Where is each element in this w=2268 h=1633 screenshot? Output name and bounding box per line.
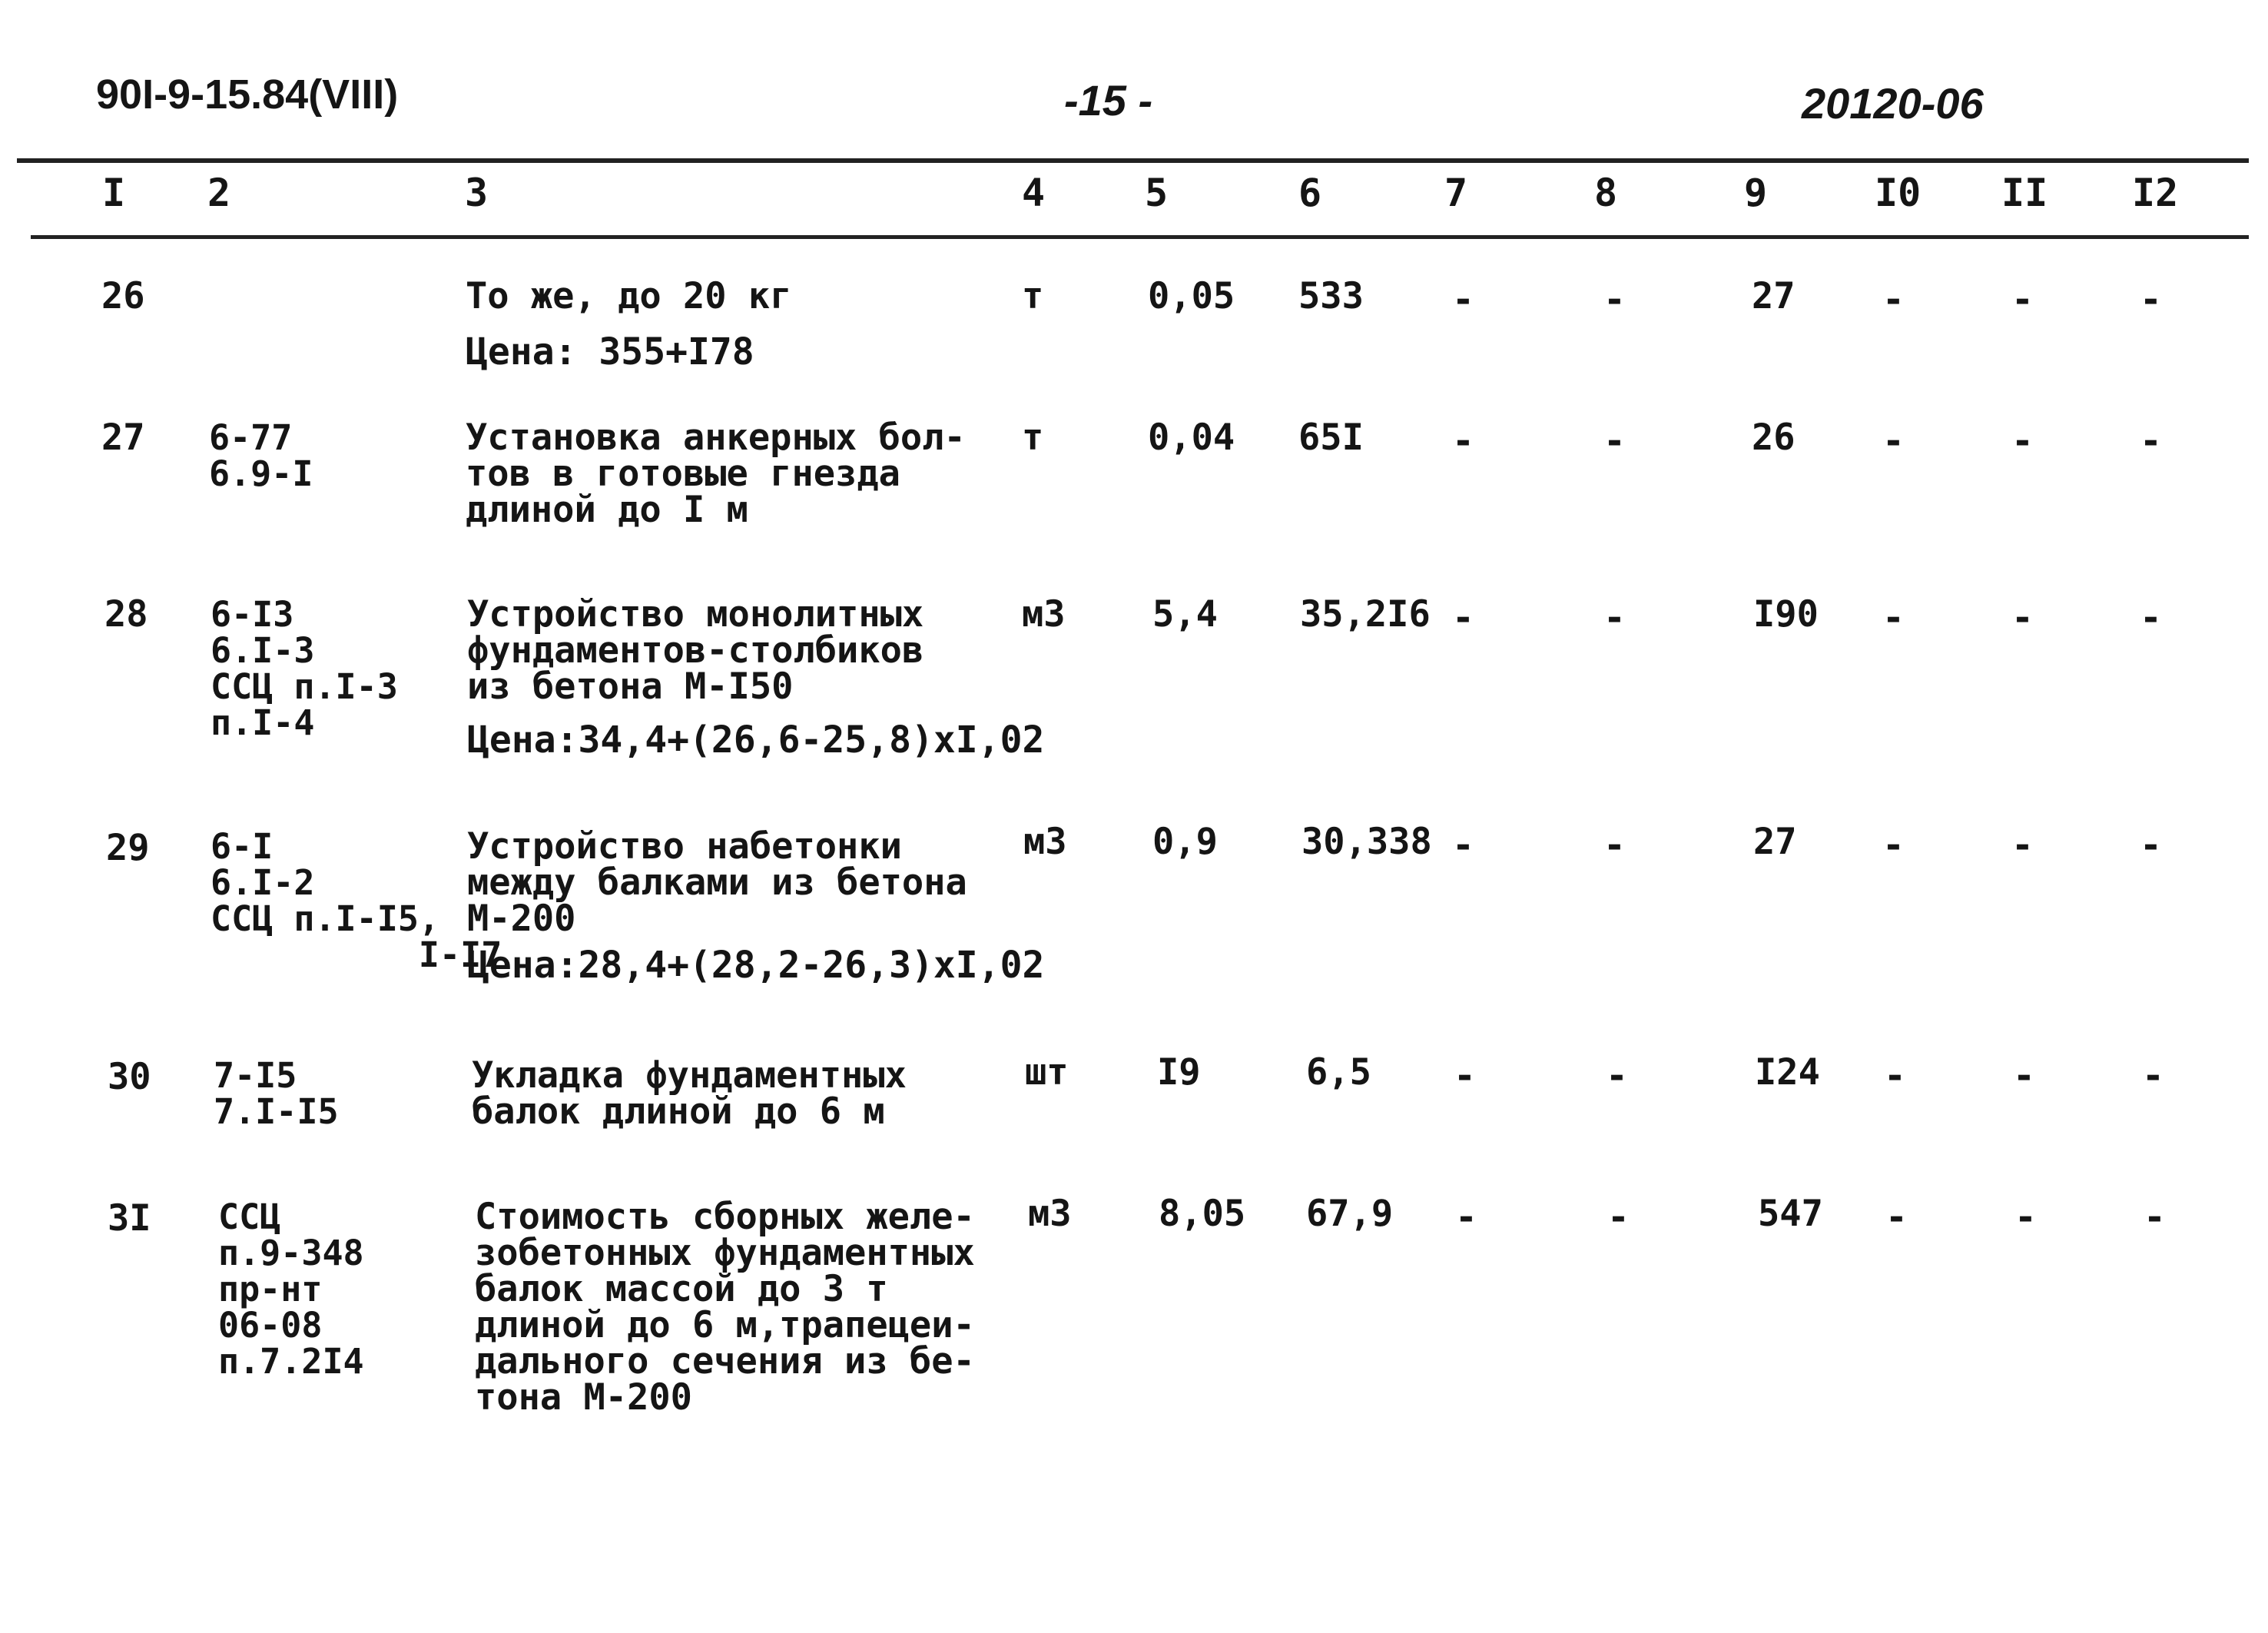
cell-8: - bbox=[1603, 420, 1626, 463]
work-description: Устройство набетонки между балками из бетона М-200 bbox=[467, 825, 967, 940]
work-description: Установка анкерных бол- тов в готовые гнезда длиной до I м bbox=[466, 417, 966, 531]
cell-7: - bbox=[1452, 420, 1474, 463]
unit: м3 bbox=[1023, 821, 1067, 863]
cell-12: - bbox=[2140, 278, 2162, 321]
work-description: Стоимость сборных желе- зобетонных фундаментных балок массой до 3 т длиной до 6 м,трапецеи- дального сечения из бе- тона М-200 bbox=[475, 1196, 975, 1419]
total-cost: 26 bbox=[1752, 417, 1796, 459]
price-formula: Цена:34,4+(26,6-25,8)хI,02 bbox=[467, 719, 1045, 762]
quantity: 0,05 bbox=[1148, 275, 1235, 317]
column-header-2: 2 bbox=[207, 171, 231, 215]
unit-cost: 6,5 bbox=[1306, 1051, 1371, 1094]
cell-7: - bbox=[1452, 596, 1474, 639]
quantity: 5,4 bbox=[1152, 593, 1218, 636]
unit-cost: 67,9 bbox=[1306, 1193, 1394, 1235]
cell-7: - bbox=[1452, 278, 1474, 321]
row-number: 28 bbox=[104, 593, 148, 636]
quantity: I9 bbox=[1157, 1051, 1201, 1094]
cell-8: - bbox=[1603, 278, 1626, 321]
total-cost: 27 bbox=[1753, 821, 1797, 863]
row-number: 3I bbox=[108, 1197, 151, 1240]
unit-cost: 35,2I6 bbox=[1300, 593, 1431, 636]
document-code: 90I-9-15.84(VIII) bbox=[96, 71, 399, 118]
cell-11: - bbox=[2011, 596, 2034, 639]
total-cost: 27 bbox=[1752, 275, 1796, 317]
unit: т bbox=[1022, 275, 1044, 317]
cell-8: - bbox=[1607, 1196, 1630, 1239]
table-header-rule bbox=[31, 235, 2249, 239]
norm-reference: 6-I3 6.I-3 ССЦ п.I-3 п.I-4 bbox=[211, 594, 398, 743]
cell-10: - bbox=[1884, 1054, 1906, 1097]
column-header-7: 7 bbox=[1444, 171, 1468, 215]
cell-12: - bbox=[2140, 420, 2162, 463]
total-cost: I24 bbox=[1755, 1051, 1820, 1094]
unit: шт bbox=[1025, 1051, 1069, 1094]
column-header-11: II bbox=[2001, 171, 2048, 215]
unit: м3 bbox=[1022, 593, 1066, 636]
cell-11: - bbox=[2011, 278, 2034, 321]
cell-10: - bbox=[1885, 1196, 1908, 1239]
cell-10: - bbox=[1882, 596, 1905, 639]
row-number: 27 bbox=[101, 417, 145, 459]
unit-cost: 30,338 bbox=[1301, 821, 1432, 863]
unit-cost: 65I bbox=[1298, 417, 1364, 459]
cell-10: - bbox=[1882, 420, 1905, 463]
cell-8: - bbox=[1603, 824, 1626, 867]
cell-8: - bbox=[1606, 1054, 1628, 1097]
price-formula: Цена:28,4+(28,2-26,3)хI,02 bbox=[467, 944, 1045, 987]
norm-reference: 7-I5 7.I-I5 bbox=[214, 1055, 339, 1132]
row-number: 29 bbox=[106, 827, 150, 869]
row-number: 26 bbox=[101, 275, 145, 317]
norm-reference: 6-I 6.I-2 ССЦ п.I-I5, I-I7 bbox=[211, 826, 502, 975]
cell-12: - bbox=[2140, 824, 2162, 867]
cell-11: - bbox=[2011, 420, 2034, 463]
album-code: 20120-06 bbox=[1802, 79, 1984, 128]
cell-10: - bbox=[1882, 278, 1905, 321]
cell-12: - bbox=[2140, 596, 2162, 639]
cell-7: - bbox=[1455, 1196, 1477, 1239]
norm-reference: 6-77 6.9-I bbox=[209, 417, 313, 494]
quantity: 8,05 bbox=[1159, 1193, 1246, 1235]
cell-12: - bbox=[2142, 1054, 2164, 1097]
row-number: 30 bbox=[108, 1056, 151, 1098]
page-number: -15 - bbox=[1064, 76, 1153, 124]
column-header-9: 9 bbox=[1744, 171, 1768, 215]
total-cost: 547 bbox=[1758, 1193, 1823, 1235]
cell-7: - bbox=[1452, 824, 1474, 867]
work-description: Укладка фундаментных балок длиной до 6 м bbox=[472, 1054, 907, 1133]
column-header-1: I bbox=[102, 171, 126, 215]
price-formula: Цена: 355+I78 bbox=[466, 330, 754, 373]
cell-7: - bbox=[1454, 1054, 1476, 1097]
total-cost: I90 bbox=[1753, 593, 1819, 636]
unit: м3 bbox=[1028, 1193, 1072, 1235]
table-top-rule bbox=[17, 158, 2249, 163]
column-header-3: 3 bbox=[465, 171, 489, 215]
cell-11: - bbox=[2011, 824, 2034, 867]
unit: т bbox=[1022, 417, 1044, 459]
quantity: 0,04 bbox=[1148, 417, 1235, 459]
cell-11: - bbox=[2014, 1196, 2037, 1239]
column-header-8: 8 bbox=[1594, 171, 1618, 215]
column-header-6: 6 bbox=[1298, 171, 1322, 215]
column-header-10: I0 bbox=[1875, 171, 1922, 215]
column-header-12: I2 bbox=[2132, 171, 2179, 215]
quantity: 0,9 bbox=[1152, 821, 1218, 863]
cell-11: - bbox=[2013, 1054, 2035, 1097]
work-description: Устройство монолитных фундаментов-столбиков из бетона М-I50 bbox=[467, 593, 924, 708]
work-description: То же, до 20 кг bbox=[466, 275, 792, 317]
column-header-5: 5 bbox=[1145, 171, 1169, 215]
cell-8: - bbox=[1603, 596, 1626, 639]
norm-reference: ССЦ п.9-348 пр-нт 06-08 п.7.2I4 bbox=[218, 1197, 364, 1382]
cell-12: - bbox=[2144, 1196, 2166, 1239]
unit-cost: 533 bbox=[1298, 275, 1364, 317]
column-header-4: 4 bbox=[1022, 171, 1046, 215]
cell-10: - bbox=[1882, 824, 1905, 867]
